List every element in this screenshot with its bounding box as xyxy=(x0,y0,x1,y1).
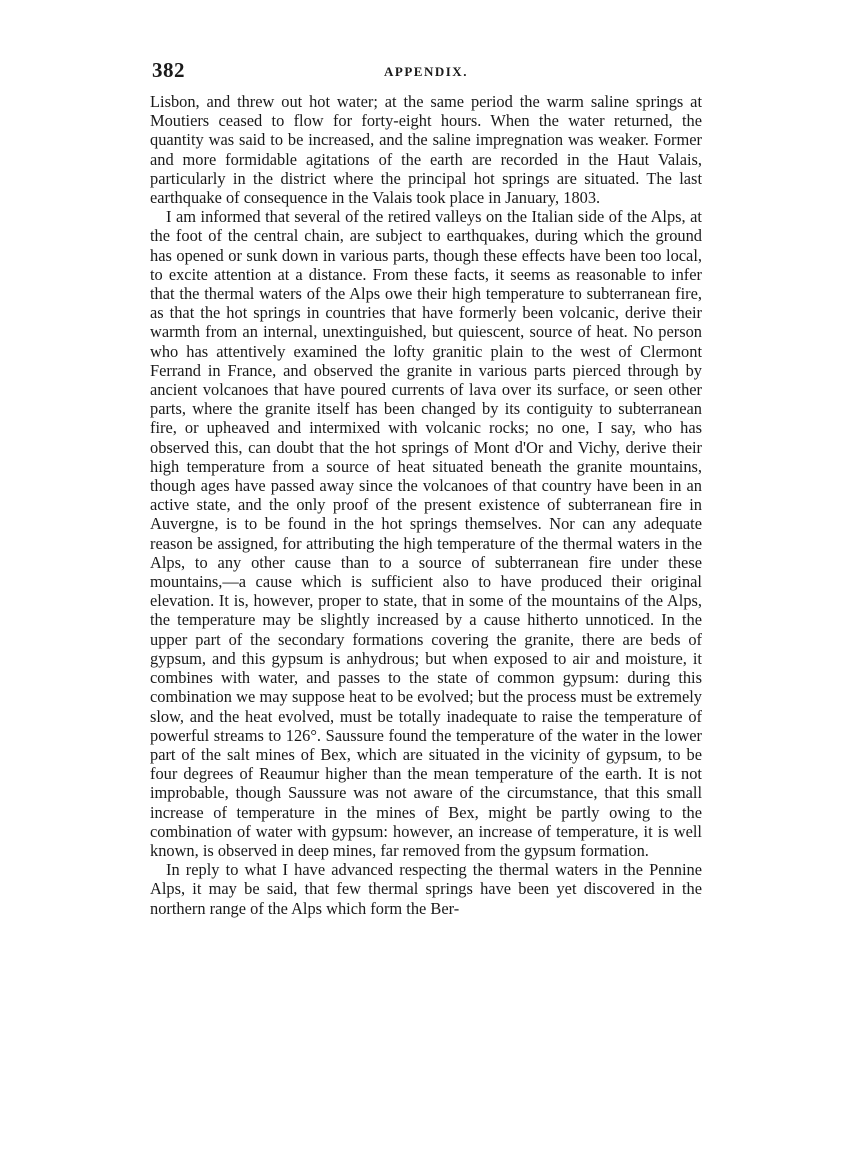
page-number: 382 xyxy=(152,58,185,82)
page-header xyxy=(150,58,702,92)
book-page xyxy=(150,58,702,918)
body-text xyxy=(150,92,702,918)
paragraph-reply: In reply to what I have advanced respecting the thermal waters in the Pennine Alps, it may be said, that few thermal springs have been yet discovered in the northern range of the Alps which form the Ber- xyxy=(150,860,702,918)
paragraph-thermal-waters: I am informed that several of the retired valleys on the Italian side of the Alps, at the foot of the central chain, are subject to earthquakes, during which the ground has opened or sunk down in various parts, though these effects have been too local, to excite attention at a distance. From these facts, it seems as reasonable to infer that the thermal waters of the Alps owe their high temperature to subterranean fire, as that the hot springs in countries that have formerly been volcanic, derive their warmth from an internal, unextinguished, but quiescent, source of heat. No person who has attentively examined the lofty granitic plain to the west of Clermont Ferrand in France, and observed the granite in various parts pierced through by ancient volcanoes that have poured currents of lava over its surface, or seen other parts, where the granite itself has been changed by its contiguity to subterranean fire, or upheaved and intermixed with volcanic rocks; no one, I say, who has observed this, can doubt that the hot springs of Mont d'Or and Vichy, derive their high temperature from a source of heat situated beneath the granite mountains, though ages have passed away since the volcanoes of that country have been in an active state, and the only proof of the present existence of subterranean fire in Auvergne, is to be found in the hot springs themselves. Nor can any adequate reason be assigned, for attributing the high temperature of the thermal waters in the Alps, to any other cause than to a source of subterranean fire under these mountains,—a cause which is sufficient also to have produced their original elevation. It is, however, proper to state, that in some of the mountains of the Alps, the temperature may be slightly increased by a cause hitherto unnoticed. In the upper part of the secondary formations covering the granite, there are beds of gypsum, and this gypsum is anhydrous; but when exposed to air and moisture, it combines with water, and passes to the state of common gypsum: during this combination we may suppose heat to be evolved; but the process must be extremely slow, and the heat evolved, must be totally inadequate to raise the temperature of powerful streams to 126°. Saussure found the temperature of the water in the lower part of the salt mines of Bex, which are situated in the vicinity of gypsum, to be four degrees of Reaumur higher than the mean temperature of the earth. It is not improbable, though Saussure was not aware of the circumstance, that this small increase of temperature in the mines of Bex, might be partly owing to the combination of water with gypsum: however, an increase of temperature, it is well known, is observed in deep mines, far removed from the gypsum formation. xyxy=(150,207,702,860)
paragraph-continued: Lisbon, and threw out hot water; at the same period the warm saline springs at Moutiers ceased to flow for forty-eight hours. When the water returned, the quantity was said to be increased, and the saline impregnation was weaker. Former and more formidable agitations of the earth are recorded in the Haut Valais, particularly in the district where the principal hot springs are situated. The last earthquake of consequence in the Valais took place in January, 1803. xyxy=(150,92,702,208)
running-head: APPENDIX. xyxy=(384,64,468,79)
